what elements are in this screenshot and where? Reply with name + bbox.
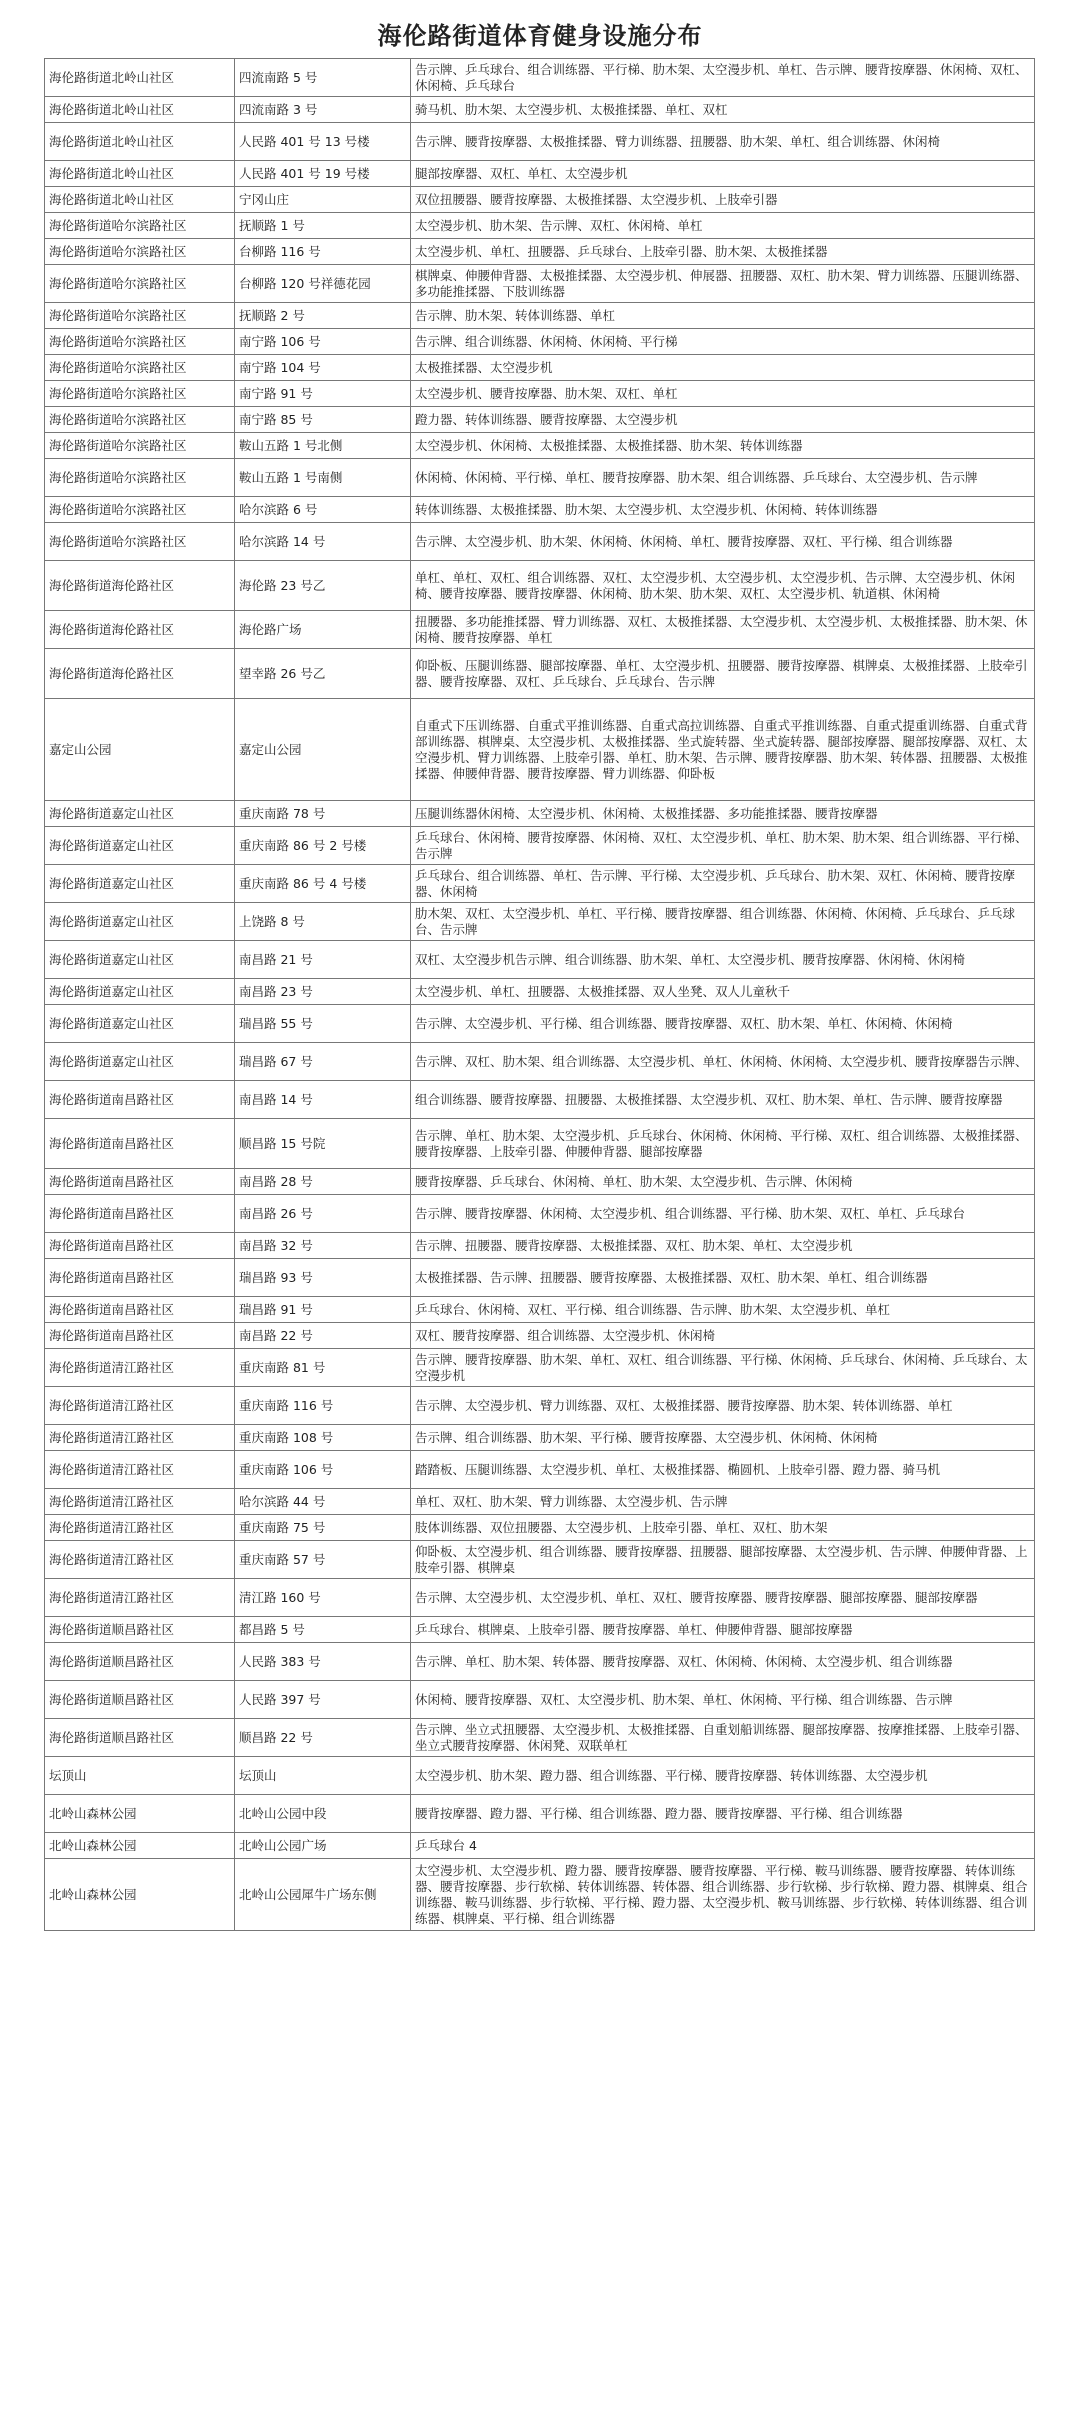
table-row	[45, 1859, 1035, 1931]
address-cell: 海伦路 23 号乙	[235, 561, 411, 611]
community-cell: 海伦路街道哈尔滨路社区	[45, 213, 235, 239]
address-cell: 重庆南路 86 号 2 号楼	[235, 827, 411, 865]
address-cell: 南昌路 22 号	[235, 1323, 411, 1349]
facilities-cell: 组合训练器、腰背按摩器、扭腰器、太极推揉器、太空漫步机、双杠、肋木架、单杠、告示牌、腰背按摩器	[411, 1081, 1035, 1119]
community-cell: 海伦路街道清江路社区	[45, 1349, 235, 1387]
facilities-cell: 告示牌、单杠、肋木架、转体器、腰背按摩器、双杠、休闲椅、休闲椅、太空漫步机、组合训练器	[411, 1643, 1035, 1681]
community-cell: 海伦路街道南昌路社区	[45, 1169, 235, 1195]
address-cell: 鞍山五路 1 号北侧	[235, 433, 411, 459]
community-cell: 海伦路街道南昌路社区	[45, 1259, 235, 1297]
community-cell: 海伦路街道哈尔滨路社区	[45, 497, 235, 523]
table-row	[45, 59, 1035, 97]
facilities-cell: 压腿训练器休闲椅、太空漫步机、休闲椅、太极推揉器、多功能推揉器、腰背按摩器	[411, 801, 1035, 827]
facilities-cell: 单杠、双杠、肋木架、臂力训练器、太空漫步机、告示牌	[411, 1489, 1035, 1515]
community-cell: 海伦路街道哈尔滨路社区	[45, 459, 235, 497]
facilities-cell: 转体训练器、太极推揉器、肋木架、太空漫步机、太空漫步机、休闲椅、转体训练器	[411, 497, 1035, 523]
address-cell: 坛顶山	[235, 1757, 411, 1795]
table-row	[45, 1719, 1035, 1757]
table-row	[45, 1043, 1035, 1081]
facilities-cell: 告示牌、腰背按摩器、休闲椅、太空漫步机、组合训练器、平行梯、肋木架、双杠、单杠、乒乓球台	[411, 1195, 1035, 1233]
address-cell: 四流南路 5 号	[235, 59, 411, 97]
facilities-cell: 仰卧板、太空漫步机、组合训练器、腰背按摩器、扭腰器、腿部按摩器、太空漫步机、告示牌、伸腰伸背器、上肢牵引器、棋牌桌	[411, 1541, 1035, 1579]
table-row	[45, 699, 1035, 801]
table-row	[45, 407, 1035, 433]
community-cell: 海伦路街道顺昌路社区	[45, 1617, 235, 1643]
table-row	[45, 239, 1035, 265]
address-cell: 南宁路 104 号	[235, 355, 411, 381]
address-cell: 南宁路 106 号	[235, 329, 411, 355]
address-cell: 人民路 383 号	[235, 1643, 411, 1681]
facilities-cell: 太空漫步机、太空漫步机、蹬力器、腰背按摩器、腰背按摩器、平行梯、鞍马训练器、腰背按摩器、转体训练器、腰背按摩器、步行软梯、转体训练器、转体器、组合训练器、步行软梯、步行软梯、蹬力器、棋牌桌、组合训练器、鞍马训练器、步行软梯、平行梯、蹬力器、太空漫步机、鞍马训练器、步行软梯、转体训练器、组合训练器、棋牌桌、平行梯、组合训练器	[411, 1859, 1035, 1931]
table-row	[45, 213, 1035, 239]
address-cell: 人民路 397 号	[235, 1681, 411, 1719]
community-cell: 海伦路街道嘉定山社区	[45, 941, 235, 979]
address-cell: 瑞昌路 93 号	[235, 1259, 411, 1297]
facilities-cell: 告示牌、腰背按摩器、太极推揉器、臂力训练器、扭腰器、肋木架、单杠、组合训练器、休闲椅	[411, 123, 1035, 161]
table-row	[45, 1757, 1035, 1795]
facilities-cell: 乒乓球台、棋牌桌、上肢牵引器、腰背按摩器、单杠、伸腰伸背器、腿部按摩器	[411, 1617, 1035, 1643]
table-row	[45, 1195, 1035, 1233]
community-cell: 海伦路街道哈尔滨路社区	[45, 329, 235, 355]
community-cell: 海伦路街道清江路社区	[45, 1451, 235, 1489]
address-cell: 南昌路 26 号	[235, 1195, 411, 1233]
table-row	[45, 865, 1035, 903]
address-cell: 人民路 401 号 13 号楼	[235, 123, 411, 161]
address-cell: 望幸路 26 号乙	[235, 649, 411, 699]
facilities-cell: 单杠、单杠、双杠、组合训练器、双杠、太空漫步机、太空漫步机、太空漫步机、告示牌、太空漫步机、休闲椅、腰背按摩器、腰背按摩器、休闲椅、肋木架、肋木架、双杠、太空漫步机、轨道棋、休闲椅	[411, 561, 1035, 611]
table-row	[45, 561, 1035, 611]
facilities-cell: 告示牌、扭腰器、腰背按摩器、太极推揉器、双杠、肋木架、单杠、太空漫步机	[411, 1233, 1035, 1259]
address-cell: 瑞昌路 67 号	[235, 1043, 411, 1081]
facilities-cell: 告示牌、太空漫步机、臂力训练器、双杠、太极推揉器、腰背按摩器、肋木架、转体训练器、单杠	[411, 1387, 1035, 1425]
table-row	[45, 801, 1035, 827]
address-cell: 瑞昌路 55 号	[235, 1005, 411, 1043]
table-row	[45, 903, 1035, 941]
facilities-cell: 双杠、太空漫步机告示牌、组合训练器、肋木架、单杠、太空漫步机、腰背按摩器、休闲椅、休闲椅	[411, 941, 1035, 979]
address-cell: 重庆南路 81 号	[235, 1349, 411, 1387]
address-cell: 南昌路 28 号	[235, 1169, 411, 1195]
address-cell: 台柳路 120 号祥德花园	[235, 265, 411, 303]
facilities-cell: 蹬力器、转体训练器、腰背按摩器、太空漫步机	[411, 407, 1035, 433]
facilities-cell: 告示牌、双杠、肋木架、组合训练器、太空漫步机、单杠、休闲椅、休闲椅、太空漫步机、腰背按摩器告示牌、	[411, 1043, 1035, 1081]
table-row	[45, 1425, 1035, 1451]
facilities-cell: 太空漫步机、单杠、扭腰器、太极推揉器、双人坐凳、双人儿童秋千	[411, 979, 1035, 1005]
address-cell: 北岭山公园犀牛广场东侧	[235, 1859, 411, 1931]
table-row	[45, 1489, 1035, 1515]
table-row	[45, 433, 1035, 459]
facilities-cell: 太空漫步机、肋木架、告示牌、双杠、休闲椅、单杠	[411, 213, 1035, 239]
table-row	[45, 1323, 1035, 1349]
address-cell: 重庆南路 106 号	[235, 1451, 411, 1489]
community-cell: 海伦路街道嘉定山社区	[45, 903, 235, 941]
community-cell: 海伦路街道海伦路社区	[45, 561, 235, 611]
community-cell: 海伦路街道哈尔滨路社区	[45, 523, 235, 561]
facilities-cell: 腰背按摩器、乒乓球台、休闲椅、单杠、肋木架、太空漫步机、告示牌、休闲椅	[411, 1169, 1035, 1195]
community-cell: 海伦路街道南昌路社区	[45, 1233, 235, 1259]
facilities-cell: 自重式下压训练器、自重式平推训练器、自重式高拉训练器、自重式平推训练器、自重式提重训练器、自重式背部训练器、棋牌桌、太空漫步机、太极推揉器、坐式旋转器、坐式旋转器、腿部按摩器、腿部按摩器、双杠、太空漫步机、臂力训练器、上肢牵引器、单杠、肋木架、告示牌、腰背按摩器、肋木架、转体器、扭腰器、太极推揉器、伸腰伸背器、腰背按摩器、臂力训练器、仰卧板	[411, 699, 1035, 801]
address-cell: 重庆南路 108 号	[235, 1425, 411, 1451]
address-cell: 北岭山公园广场	[235, 1833, 411, 1859]
address-cell: 抚顺路 1 号	[235, 213, 411, 239]
address-cell: 都昌路 5 号	[235, 1617, 411, 1643]
table-row	[45, 1579, 1035, 1617]
address-cell: 南昌路 21 号	[235, 941, 411, 979]
table-row	[45, 459, 1035, 497]
community-cell: 海伦路街道嘉定山社区	[45, 827, 235, 865]
address-cell: 人民路 401 号 19 号楼	[235, 161, 411, 187]
address-cell: 顺昌路 22 号	[235, 1719, 411, 1757]
table-row	[45, 97, 1035, 123]
community-cell: 海伦路街道清江路社区	[45, 1387, 235, 1425]
table-row	[45, 1349, 1035, 1387]
community-cell: 海伦路街道哈尔滨路社区	[45, 407, 235, 433]
facilities-cell: 告示牌、太空漫步机、平行梯、组合训练器、腰背按摩器、双杠、肋木架、单杠、休闲椅、休闲椅	[411, 1005, 1035, 1043]
address-cell: 哈尔滨路 44 号	[235, 1489, 411, 1515]
table-row	[45, 1119, 1035, 1169]
table-row	[45, 649, 1035, 699]
address-cell: 清江路 160 号	[235, 1579, 411, 1617]
table-row	[45, 329, 1035, 355]
table-row	[45, 1081, 1035, 1119]
facilities-cell: 太空漫步机、单杠、扭腰器、乒乓球台、上肢牵引器、肋木架、太极推揉器	[411, 239, 1035, 265]
address-cell: 瑞昌路 91 号	[235, 1297, 411, 1323]
facilities-cell: 双位扭腰器、腰背按摩器、太极推揉器、太空漫步机、上肢牵引器	[411, 187, 1035, 213]
facilities-cell: 踏踏板、压腿训练器、太空漫步机、单杠、太极推揉器、椭圆机、上肢牵引器、蹬力器、骑马机	[411, 1451, 1035, 1489]
community-cell: 海伦路街道哈尔滨路社区	[45, 239, 235, 265]
facilities-cell: 告示牌、乒乓球台、组合训练器、平行梯、肋木架、太空漫步机、单杠、告示牌、腰背按摩器、休闲椅、双杠、休闲椅、乒乓球台	[411, 59, 1035, 97]
address-cell: 重庆南路 57 号	[235, 1541, 411, 1579]
community-cell: 北岭山森林公园	[45, 1795, 235, 1833]
facilities-cell: 太极推揉器、太空漫步机	[411, 355, 1035, 381]
community-cell: 海伦路街道嘉定山社区	[45, 865, 235, 903]
table-row	[45, 1515, 1035, 1541]
facilities-cell: 仰卧板、压腿训练器、腿部按摩器、单杠、太空漫步机、扭腰器、腰背按摩器、棋牌桌、太极推揉器、上肢牵引器、腰背按摩器、双杠、乒乓球台、乒乓球台、告示牌	[411, 649, 1035, 699]
facilities-cell: 告示牌、组合训练器、肋木架、平行梯、腰背按摩器、太空漫步机、休闲椅、休闲椅	[411, 1425, 1035, 1451]
community-cell: 海伦路街道顺昌路社区	[45, 1643, 235, 1681]
table-row	[45, 381, 1035, 407]
facilities-cell: 肋木架、双杠、太空漫步机、单杠、平行梯、腰背按摩器、组合训练器、休闲椅、休闲椅、乒乓球台、乒乓球台、告示牌	[411, 903, 1035, 941]
facilities-cell: 休闲椅、腰背按摩器、双杠、太空漫步机、肋木架、单杠、休闲椅、平行梯、组合训练器、告示牌	[411, 1681, 1035, 1719]
facilities-cell: 告示牌、太空漫步机、肋木架、休闲椅、休闲椅、单杠、腰背按摩器、双杠、平行梯、组合训练器	[411, 523, 1035, 561]
community-cell: 嘉定山公园	[45, 699, 235, 801]
facilities-cell: 乒乓球台 4	[411, 1833, 1035, 1859]
table-row	[45, 1387, 1035, 1425]
community-cell: 海伦路街道清江路社区	[45, 1515, 235, 1541]
table-row	[45, 265, 1035, 303]
table-row	[45, 1451, 1035, 1489]
table-row	[45, 1259, 1035, 1297]
address-cell: 鞍山五路 1 号南侧	[235, 459, 411, 497]
address-cell: 宁冈山庄	[235, 187, 411, 213]
address-cell: 台柳路 116 号	[235, 239, 411, 265]
community-cell: 海伦路街道南昌路社区	[45, 1297, 235, 1323]
address-cell: 海伦路广场	[235, 611, 411, 649]
address-cell: 重庆南路 86 号 4 号楼	[235, 865, 411, 903]
facilities-table-body	[45, 59, 1035, 1931]
table-row	[45, 827, 1035, 865]
community-cell: 坛顶山	[45, 1757, 235, 1795]
address-cell: 抚顺路 2 号	[235, 303, 411, 329]
community-cell: 海伦路街道南昌路社区	[45, 1081, 235, 1119]
address-cell: 嘉定山公园	[235, 699, 411, 801]
community-cell: 海伦路街道清江路社区	[45, 1541, 235, 1579]
community-cell: 海伦路街道海伦路社区	[45, 649, 235, 699]
community-cell: 海伦路街道清江路社区	[45, 1579, 235, 1617]
facilities-cell: 告示牌、坐立式扭腰器、太空漫步机、太极推揉器、自重划船训练器、腿部按摩器、按摩推揉器、上肢牵引器、坐立式腰背按摩器、休闲凳、双联单杠	[411, 1719, 1035, 1757]
table-row	[45, 303, 1035, 329]
table-row	[45, 1005, 1035, 1043]
address-cell: 重庆南路 116 号	[235, 1387, 411, 1425]
facilities-cell: 棋牌桌、伸腰伸背器、太极推揉器、太空漫步机、伸展器、扭腰器、双杠、肋木架、臂力训练器、压腿训练器、多功能推揉器、下肢训练器	[411, 265, 1035, 303]
community-cell: 海伦路街道清江路社区	[45, 1425, 235, 1451]
table-row	[45, 941, 1035, 979]
community-cell: 海伦路街道北岭山社区	[45, 59, 235, 97]
community-cell: 北岭山森林公园	[45, 1859, 235, 1931]
table-row	[45, 1541, 1035, 1579]
address-cell: 南宁路 91 号	[235, 381, 411, 407]
address-cell: 南昌路 23 号	[235, 979, 411, 1005]
facilities-cell: 太空漫步机、腰背按摩器、肋木架、双杠、单杠	[411, 381, 1035, 407]
facilities-cell: 乒乓球台、休闲椅、双杠、平行梯、组合训练器、告示牌、肋木架、太空漫步机、单杠	[411, 1297, 1035, 1323]
community-cell: 海伦路街道哈尔滨路社区	[45, 303, 235, 329]
community-cell: 海伦路街道北岭山社区	[45, 161, 235, 187]
facilities-cell: 乒乓球台、休闲椅、腰背按摩器、休闲椅、双杠、太空漫步机、单杠、肋木架、肋木架、组合训练器、平行梯、告示牌	[411, 827, 1035, 865]
address-cell: 哈尔滨路 6 号	[235, 497, 411, 523]
facilities-cell: 休闲椅、休闲椅、平行梯、单杠、腰背按摩器、肋木架、组合训练器、乒乓球台、太空漫步机、告示牌	[411, 459, 1035, 497]
address-cell: 南昌路 32 号	[235, 1233, 411, 1259]
table-row	[45, 1795, 1035, 1833]
community-cell: 海伦路街道嘉定山社区	[45, 1043, 235, 1081]
community-cell: 海伦路街道顺昌路社区	[45, 1681, 235, 1719]
document-title: 海伦路街道体育健身设施分布	[377, 22, 703, 50]
facilities-cell: 腿部按摩器、双杠、单杠、太空漫步机	[411, 161, 1035, 187]
table-row	[45, 1233, 1035, 1259]
facilities-cell: 告示牌、腰背按摩器、肋木架、单杠、双杠、组合训练器、平行梯、休闲椅、乒乓球台、休闲椅、乒乓球台、太空漫步机	[411, 1349, 1035, 1387]
facilities-cell: 告示牌、单杠、肋木架、太空漫步机、乒乓球台、休闲椅、休闲椅、平行梯、双杠、组合训练器、太极推揉器、腰背按摩器、上肢牵引器、伸腰伸背器、腿部按摩器	[411, 1119, 1035, 1169]
table-row	[45, 1833, 1035, 1859]
community-cell: 海伦路街道南昌路社区	[45, 1323, 235, 1349]
community-cell: 海伦路街道北岭山社区	[45, 123, 235, 161]
address-cell: 南宁路 85 号	[235, 407, 411, 433]
table-row	[45, 1297, 1035, 1323]
facilities-cell: 乒乓球台、组合训练器、单杠、告示牌、平行梯、太空漫步机、乒乓球台、肋木架、双杠、休闲椅、腰背按摩器、休闲椅	[411, 865, 1035, 903]
community-cell: 海伦路街道嘉定山社区	[45, 1005, 235, 1043]
table-row	[45, 355, 1035, 381]
address-cell: 南昌路 14 号	[235, 1081, 411, 1119]
table-row	[45, 611, 1035, 649]
table-row	[45, 1169, 1035, 1195]
facilities-table	[44, 58, 1035, 1931]
address-cell: 四流南路 3 号	[235, 97, 411, 123]
address-cell: 北岭山公园中段	[235, 1795, 411, 1833]
facilities-cell: 双杠、腰背按摩器、组合训练器、太空漫步机、休闲椅	[411, 1323, 1035, 1349]
address-cell: 重庆南路 75 号	[235, 1515, 411, 1541]
table-row	[45, 1643, 1035, 1681]
table-row	[45, 497, 1035, 523]
address-cell: 顺昌路 15 号院	[235, 1119, 411, 1169]
facilities-cell: 扭腰器、多功能推揉器、臂力训练器、双杠、太极推揉器、太空漫步机、太空漫步机、太极推揉器、肋木架、休闲椅、腰背按摩器、单杠	[411, 611, 1035, 649]
community-cell: 海伦路街道嘉定山社区	[45, 979, 235, 1005]
community-cell: 海伦路街道哈尔滨路社区	[45, 381, 235, 407]
table-row	[45, 161, 1035, 187]
address-cell: 重庆南路 78 号	[235, 801, 411, 827]
table-row	[45, 187, 1035, 213]
community-cell: 海伦路街道北岭山社区	[45, 97, 235, 123]
facilities-cell: 太空漫步机、休闲椅、太极推揉器、太极推揉器、肋木架、转体训练器	[411, 433, 1035, 459]
community-cell: 海伦路街道哈尔滨路社区	[45, 433, 235, 459]
community-cell: 北岭山森林公园	[45, 1833, 235, 1859]
community-cell: 海伦路街道哈尔滨路社区	[45, 265, 235, 303]
community-cell: 海伦路街道顺昌路社区	[45, 1719, 235, 1757]
facilities-cell: 告示牌、肋木架、转体训练器、单杠	[411, 303, 1035, 329]
address-cell: 哈尔滨路 14 号	[235, 523, 411, 561]
community-cell: 海伦路街道海伦路社区	[45, 611, 235, 649]
community-cell: 海伦路街道嘉定山社区	[45, 801, 235, 827]
table-row	[45, 1681, 1035, 1719]
address-cell: 上饶路 8 号	[235, 903, 411, 941]
facilities-cell: 肢体训练器、双位扭腰器、太空漫步机、上肢牵引器、单杠、双杠、肋木架	[411, 1515, 1035, 1541]
table-row	[45, 979, 1035, 1005]
facilities-cell: 骑马机、肋木架、太空漫步机、太极推揉器、单杠、双杠	[411, 97, 1035, 123]
table-row	[45, 123, 1035, 161]
community-cell: 海伦路街道南昌路社区	[45, 1119, 235, 1169]
facilities-cell: 告示牌、太空漫步机、太空漫步机、单杠、双杠、腰背按摩器、腰背按摩器、腿部按摩器、腿部按摩器	[411, 1579, 1035, 1617]
table-row	[45, 1617, 1035, 1643]
community-cell: 海伦路街道清江路社区	[45, 1489, 235, 1515]
table-row	[45, 523, 1035, 561]
facilities-cell: 告示牌、组合训练器、休闲椅、休闲椅、平行梯	[411, 329, 1035, 355]
facilities-cell: 太极推揉器、告示牌、扭腰器、腰背按摩器、太极推揉器、双杠、肋木架、单杠、组合训练器	[411, 1259, 1035, 1297]
facilities-cell: 太空漫步机、肋木架、蹬力器、组合训练器、平行梯、腰背按摩器、转体训练器、太空漫步机	[411, 1757, 1035, 1795]
community-cell: 海伦路街道北岭山社区	[45, 187, 235, 213]
facilities-cell: 腰背按摩器、蹬力器、平行梯、组合训练器、蹬力器、腰背按摩器、平行梯、组合训练器	[411, 1795, 1035, 1833]
community-cell: 海伦路街道南昌路社区	[45, 1195, 235, 1233]
community-cell: 海伦路街道哈尔滨路社区	[45, 355, 235, 381]
